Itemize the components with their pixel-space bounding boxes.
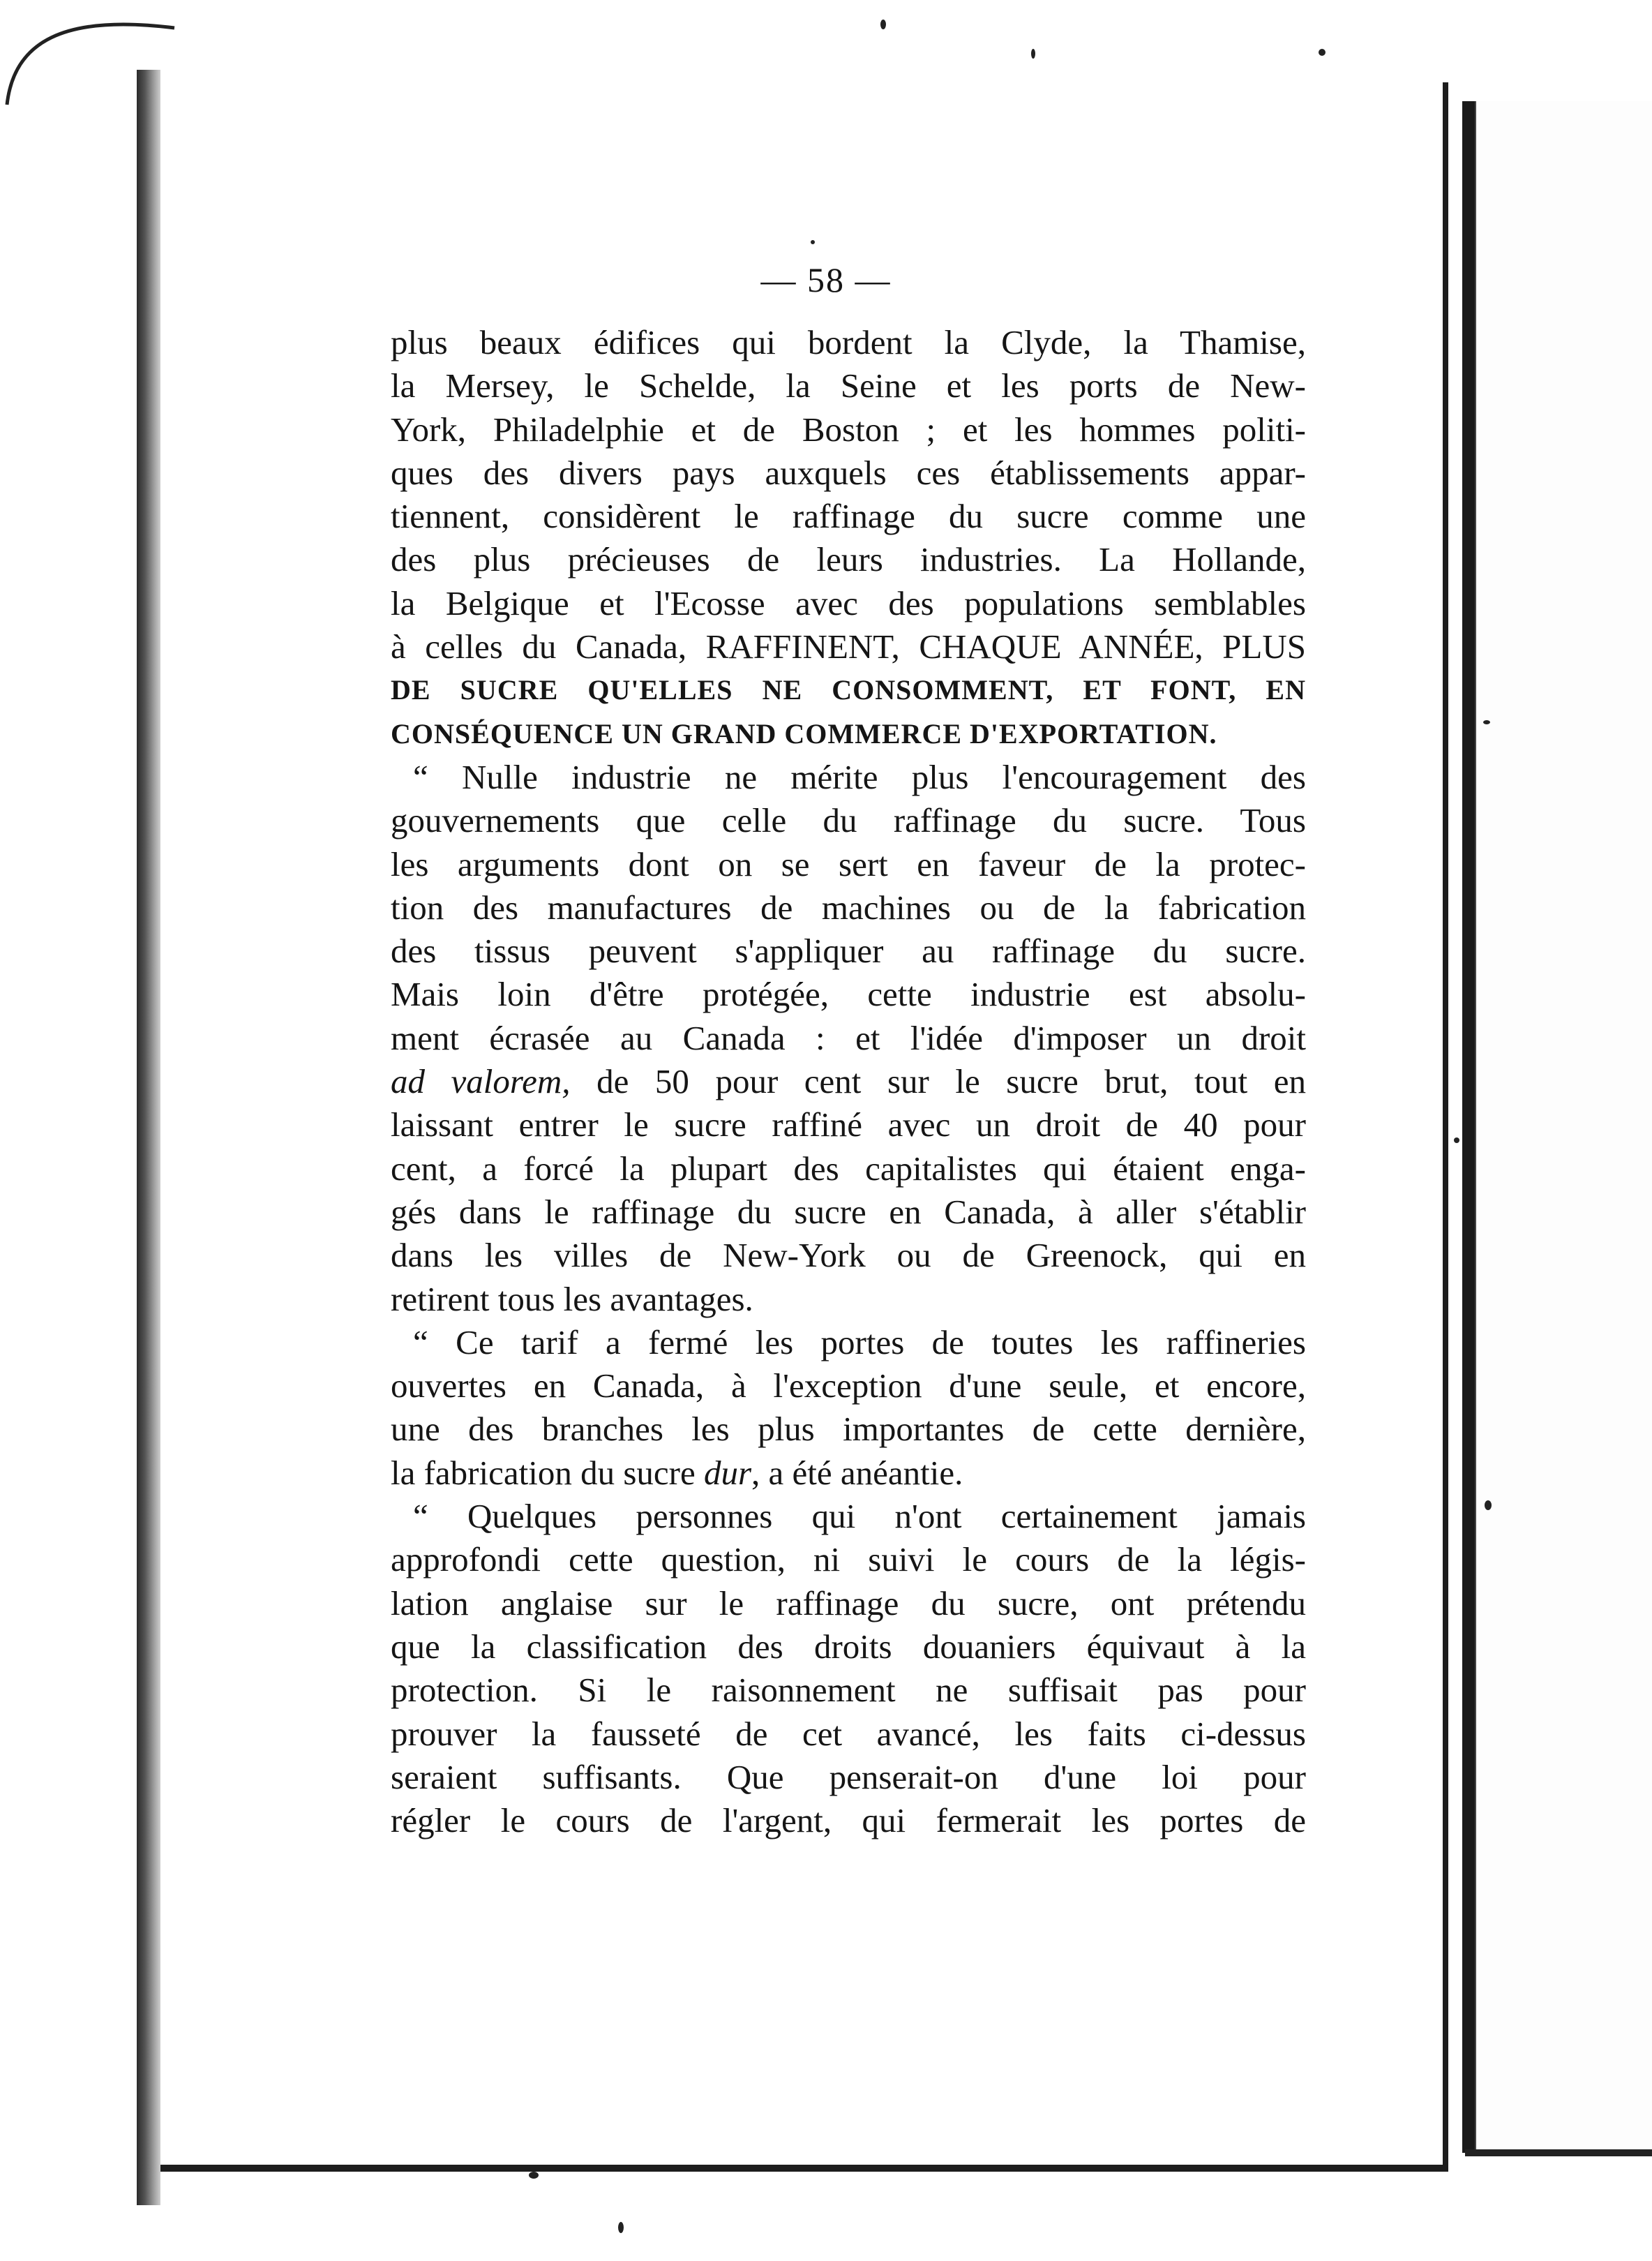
text-line: dans les villes de New-York ou de Greenock, qui en: [391, 1236, 1306, 1275]
text-line: à celles du Canada, RAFFINENT, CHAQUE ANNÉE, PLUS: [391, 627, 1306, 666]
text-line: seraient suffisants. Que penserait-on d'une loi pour: [391, 1757, 1306, 1796]
text-line: plus beaux édifices qui bordent la Clyde, la Thamise,: [391, 323, 1306, 361]
scan-speck: [1485, 1500, 1492, 1510]
text-line: ment écrasée au Canada : et l'idée d'imposer un droit: [391, 1018, 1306, 1057]
text-line: “ Quelques personnes qui n'ont certainement jamais: [413, 1497, 1306, 1536]
italic-word: dur: [703, 1453, 752, 1492]
text-line: les arguments dont on se sert en faveur de la protec-: [391, 844, 1306, 883]
text-run: la fabrication du sucre: [391, 1453, 704, 1492]
text-line: tion des manufactures de machines ou de la fabrication: [391, 888, 1306, 927]
text-line-smallcaps: CONSÉQUENCE UN GRAND COMMERCE D'EXPORTATION.: [391, 717, 1217, 749]
book-spine: [137, 70, 160, 2205]
scan-speck: [529, 2172, 539, 2179]
facing-page: [1475, 101, 1652, 2153]
text-line: régler le cours de l'argent, qui fermerait les portes de: [391, 1801, 1306, 1840]
scan-speck: [1454, 1137, 1459, 1143]
facing-page-bottom-edge: [1465, 2149, 1652, 2156]
text-run: de 50 pour cent sur le sucre brut, tout en: [570, 1062, 1306, 1101]
text-line: la Belgique et l'Ecosse avec des populations semblables: [391, 583, 1306, 622]
text-line: protection. Si le raisonnement ne suffisait pas pour: [391, 1671, 1306, 1710]
text-line: ques des divers pays auxquels ces établissements appar-: [391, 453, 1306, 492]
text-line-italic-inline: [391, 1452, 1306, 1495]
right-page-edge: [1462, 101, 1475, 2153]
text-line: “ Ce tarif a fermé les portes de toutes les raffineries: [413, 1322, 1306, 1361]
text-line: gés dans le raffinage du sucre en Canada, à aller s'établir: [391, 1192, 1306, 1231]
text-line: lation anglaise sur le raffinage du sucre, ont prétendu: [391, 1583, 1306, 1622]
text-line-italic-lead: [391, 1060, 1306, 1103]
page-number: — 58 —: [760, 260, 892, 299]
text-line: “ Nulle industrie ne mérite plus l'encouragement des: [413, 757, 1306, 796]
scan-speck: [1319, 49, 1326, 56]
text-line: Mais loin d'être protégée, cette industrie est absolu-: [391, 975, 1306, 1014]
text-line: une des branches les plus importantes de cette dernière,: [391, 1410, 1306, 1449]
text-line: des tissus peuvent s'appliquer au raffinage du sucre.: [391, 932, 1306, 971]
text-line: gouvernements que celle du raffinage du sucre. Tous: [391, 801, 1306, 840]
scan-speck: [1031, 49, 1035, 59]
italic-phrase: ad valorem,: [391, 1062, 571, 1101]
scan-speck: [618, 2222, 624, 2233]
text-line: des plus précieuses de leurs industries. La Hollande,: [391, 540, 1306, 579]
scan-speck: [880, 20, 886, 29]
text-run: , a été anéantie.: [751, 1453, 963, 1492]
page-body-text: [391, 321, 1306, 1842]
text-line: laissant entrer le sucre raffiné avec un droit de 40 pour: [391, 1105, 1306, 1144]
text-line: York, Philadelphie et de Boston ; et les hommes politi-: [391, 410, 1306, 449]
text-line-smallcaps: DE SUCRE QU'ELLES NE CONSOMMENT, ET FONT, EN: [391, 674, 1306, 706]
text-line: approfondi cette question, ni suivi le cours de la légis-: [391, 1540, 1306, 1579]
text-line: cent, a forcé la plupart des capitalistes qui étaient enga-: [391, 1149, 1306, 1188]
scan-speck: [811, 240, 815, 244]
text-line: ouvertes en Canada, à l'exception d'une seule, et encore,: [391, 1366, 1306, 1405]
text-line: tiennent, considèrent le raffinage du sucre comme une: [391, 497, 1306, 536]
text-line: prouver la fausseté de cet avancé, les faits ci-dessus: [391, 1714, 1306, 1753]
text-line: que la classification des droits douaniers équivaut à la: [391, 1627, 1306, 1666]
text-line: la Mersey, le Schelde, la Seine et les ports de New-: [391, 366, 1306, 405]
scan-speck: [1483, 720, 1490, 724]
text-line: retirent tous les avantages.: [391, 1279, 753, 1318]
